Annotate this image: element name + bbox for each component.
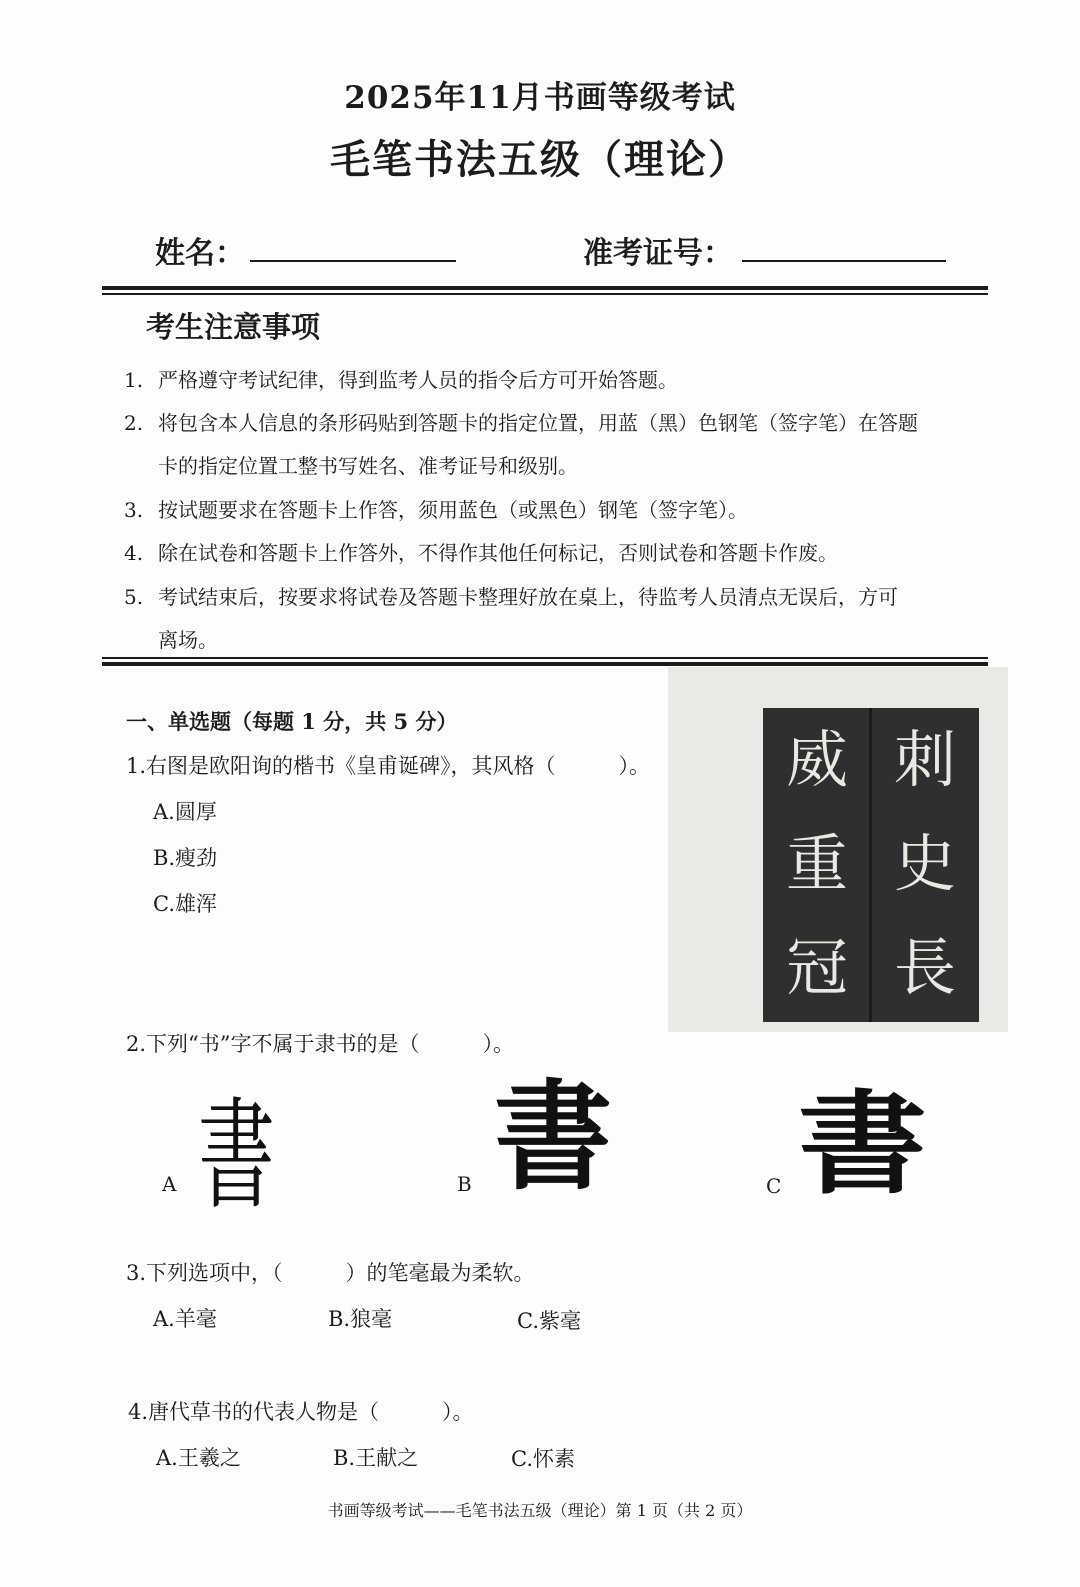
- stele-char: 刺: [893, 723, 956, 796]
- q2-option-c-glyph: 書: [798, 1079, 927, 1210]
- q4-option-b[interactable]: B.王献之: [333, 1446, 419, 1470]
- q2-option-a-glyph: 書: [198, 1085, 275, 1226]
- question-2: 2.下列“书”字不属于隶书的是（ ）。: [126, 1032, 515, 1056]
- notice-item-text: 离场。: [158, 628, 218, 652]
- q2-option-a-letter[interactable]: A: [162, 1172, 177, 1196]
- stele-char: 重: [785, 827, 848, 900]
- name-label: 姓名：: [155, 236, 245, 271]
- q4-option-a[interactable]: A.王羲之: [156, 1446, 241, 1470]
- exam-title: 2025年11月书画等级考试: [344, 80, 736, 116]
- q1-option-c[interactable]: C.雄浑: [153, 892, 217, 916]
- notice-item-number: 4.: [124, 541, 144, 565]
- notice-item-number: 5.: [124, 585, 144, 609]
- notice-item-1: [124, 359, 958, 402]
- stele-char: 冠: [785, 931, 848, 1004]
- notice-item-3: [124, 489, 958, 532]
- notice-title: 考生注意事项: [146, 310, 321, 344]
- q2-option-c-letter[interactable]: C: [766, 1174, 782, 1198]
- notice-bottom-rule: [102, 662, 988, 666]
- name-blank[interactable]: [250, 260, 456, 262]
- notice-item-number: 3.: [124, 498, 144, 522]
- notice-bottom-rule-thin: [102, 657, 988, 659]
- q3-option-b[interactable]: B.狼毫: [328, 1307, 393, 1331]
- q4-option-c[interactable]: C.怀素: [511, 1447, 575, 1471]
- exam-id-label: 准考证号：: [583, 236, 733, 271]
- notice-item-4: [124, 532, 958, 575]
- exam-id-blank[interactable]: [742, 260, 946, 262]
- q1-option-a[interactable]: A.圆厚: [153, 800, 217, 824]
- page-footer: 书画等级考试——毛笔书法五级（理论）第 1 页（共 2 页）: [327, 1501, 753, 1520]
- notice-item-number: 2.: [124, 411, 144, 435]
- question-1: 1.右图是欧阳询的楷书《皇甫诞碑》，其风格（ ）。: [126, 754, 651, 778]
- subject-title: 毛笔书法五级（理论）: [330, 136, 750, 183]
- stele-char: 威: [785, 723, 848, 796]
- q3-option-c[interactable]: C.紫毫: [517, 1309, 581, 1333]
- q1-option-b[interactable]: B.瘦劲: [153, 846, 218, 870]
- section-title: 一、单选题（每题 1 分，共 5 分）: [126, 709, 458, 734]
- notice-item-5: [124, 576, 958, 662]
- q3-option-a[interactable]: A.羊毫: [153, 1307, 217, 1331]
- notice-item-text: 考试结束后，按要求将试卷及答题卡整理好放在桌上，待监考人员清点无误后，方可: [158, 585, 898, 609]
- stele-rubbing-image: [763, 708, 979, 1022]
- notice-item-2: [124, 402, 958, 488]
- q2-option-b-letter[interactable]: B: [457, 1172, 472, 1196]
- notice-item-text: 除在试卷和答题卡上作答外，不得作其他任何标记，否则试卷和答题卡作废。: [158, 541, 838, 565]
- notice-item-text: 将包含本人信息的条形码贴到答题卡的指定位置，用蓝（黑）色钢笔（签字笔）在答题: [158, 411, 918, 435]
- notice-item-number: 1.: [124, 368, 144, 392]
- stele-char: 史: [893, 827, 956, 900]
- notice-item-text: 卡的指定位置工整书写姓名、准考证号和级别。: [158, 454, 578, 478]
- notice-top-rule: [102, 286, 988, 290]
- notice-item-text: 按试题要求在答题卡上作答，须用蓝色（或黑色）钢笔（签字笔）。: [158, 498, 748, 522]
- notice-top-rule-thin: [102, 293, 988, 295]
- question-3: 3.下列选项中，（ ）的笔毫最为柔软。: [126, 1261, 535, 1285]
- q2-option-b-glyph: 書: [494, 1067, 613, 1206]
- stele-char: 長: [893, 931, 956, 1004]
- question-4: 4.唐代草书的代表人物是（ ）。: [128, 1400, 474, 1424]
- notice-item-text: 严格遵守考试纪律，得到监考人员的指令后方可开始答题。: [158, 368, 678, 392]
